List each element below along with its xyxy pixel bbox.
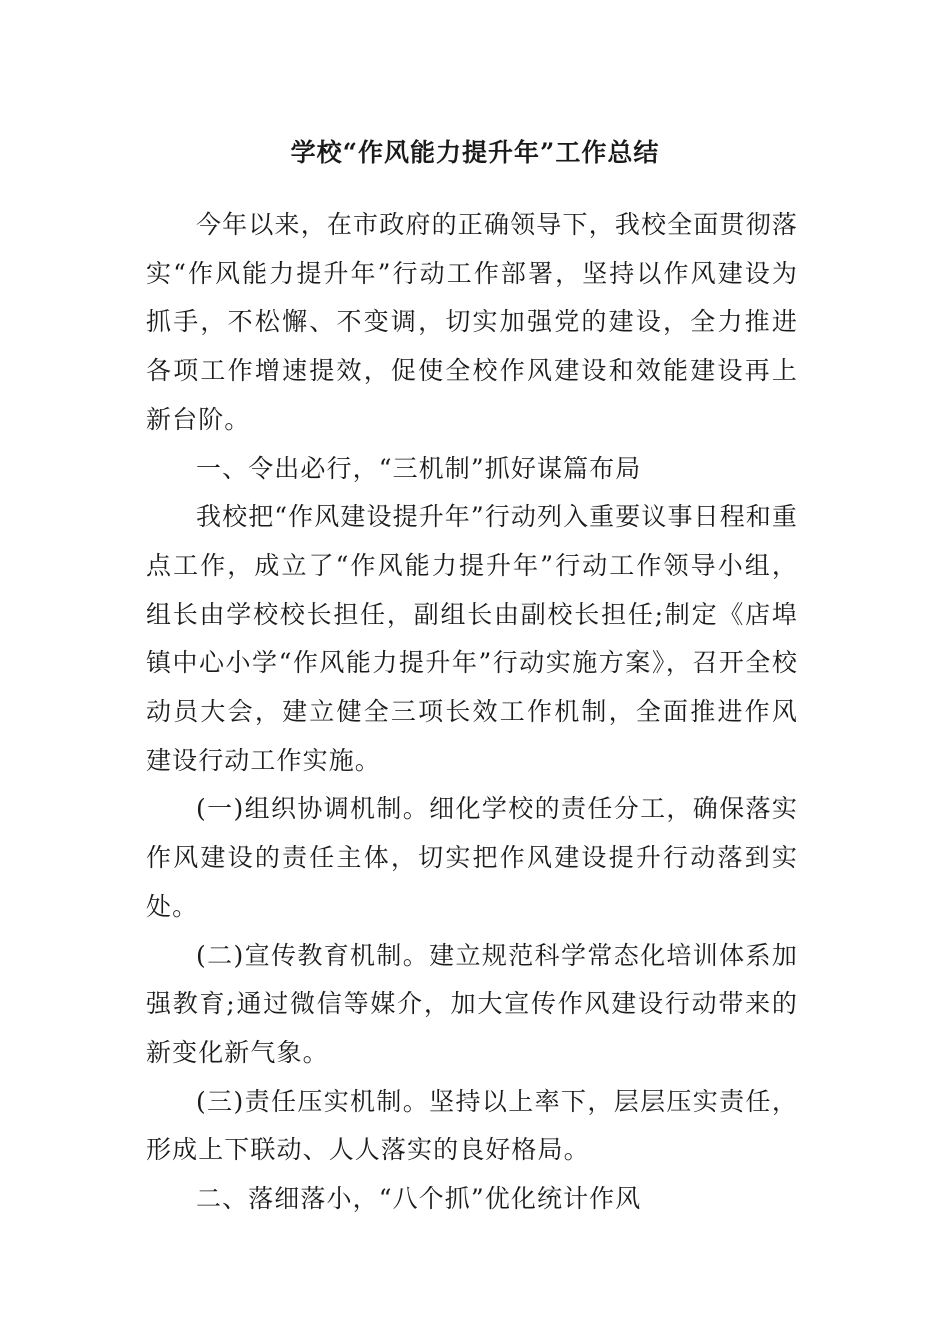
section-heading-1: 一、令出必行，“三机制”抓好谋篇布局: [196, 453, 642, 483]
paragraph-item-3: (三)责任压实机制。坚持以上率下，层层压实责任，形成上下联动、人人落实的良好格局。: [146, 1086, 798, 1165]
paragraph-item-1: (一)组织协调机制。细化学校的责任分工，确保落实作风建设的责任主体，切实把作风建设提升行动落到实处。: [146, 794, 798, 921]
paragraph-intro: 今年以来，在市政府的正确领导下，我校全面贯彻落实“作风能力提升年”行动工作部署，坚持以作风建设为抓手，不松懈、不变调，切实加强党的建设，全力推进各项工作增速提效，促使全校作风建设和效能建设再上新台阶。: [146, 210, 798, 434]
section-heading-2: 二、落细落小，“八个抓”优化统计作风: [196, 1184, 642, 1214]
document-title: 学校“作风能力提升年”工作总结: [290, 138, 660, 167]
document-body: [146, 201, 798, 1224]
paragraph-item-2: (二)宣传教育机制。建立规范科学常态化培训体系加强教育;通过微信等媒介，加大宣传作风建设行动带来的新变化新气象。: [146, 940, 798, 1067]
paragraph-section-1: 我校把“作风建设提升年”行动列入重要议事日程和重点工作，成立了“作风能力提升年”行动工作领导小组，组长由学校校长担任，副组长由副校长担任;制定《店埠镇中心小学“作风能力提升年”行动实施方案》，召开全校动员大会，建立健全三项长效工作机制，全面推进作风建设行动工作实施。: [146, 502, 798, 775]
